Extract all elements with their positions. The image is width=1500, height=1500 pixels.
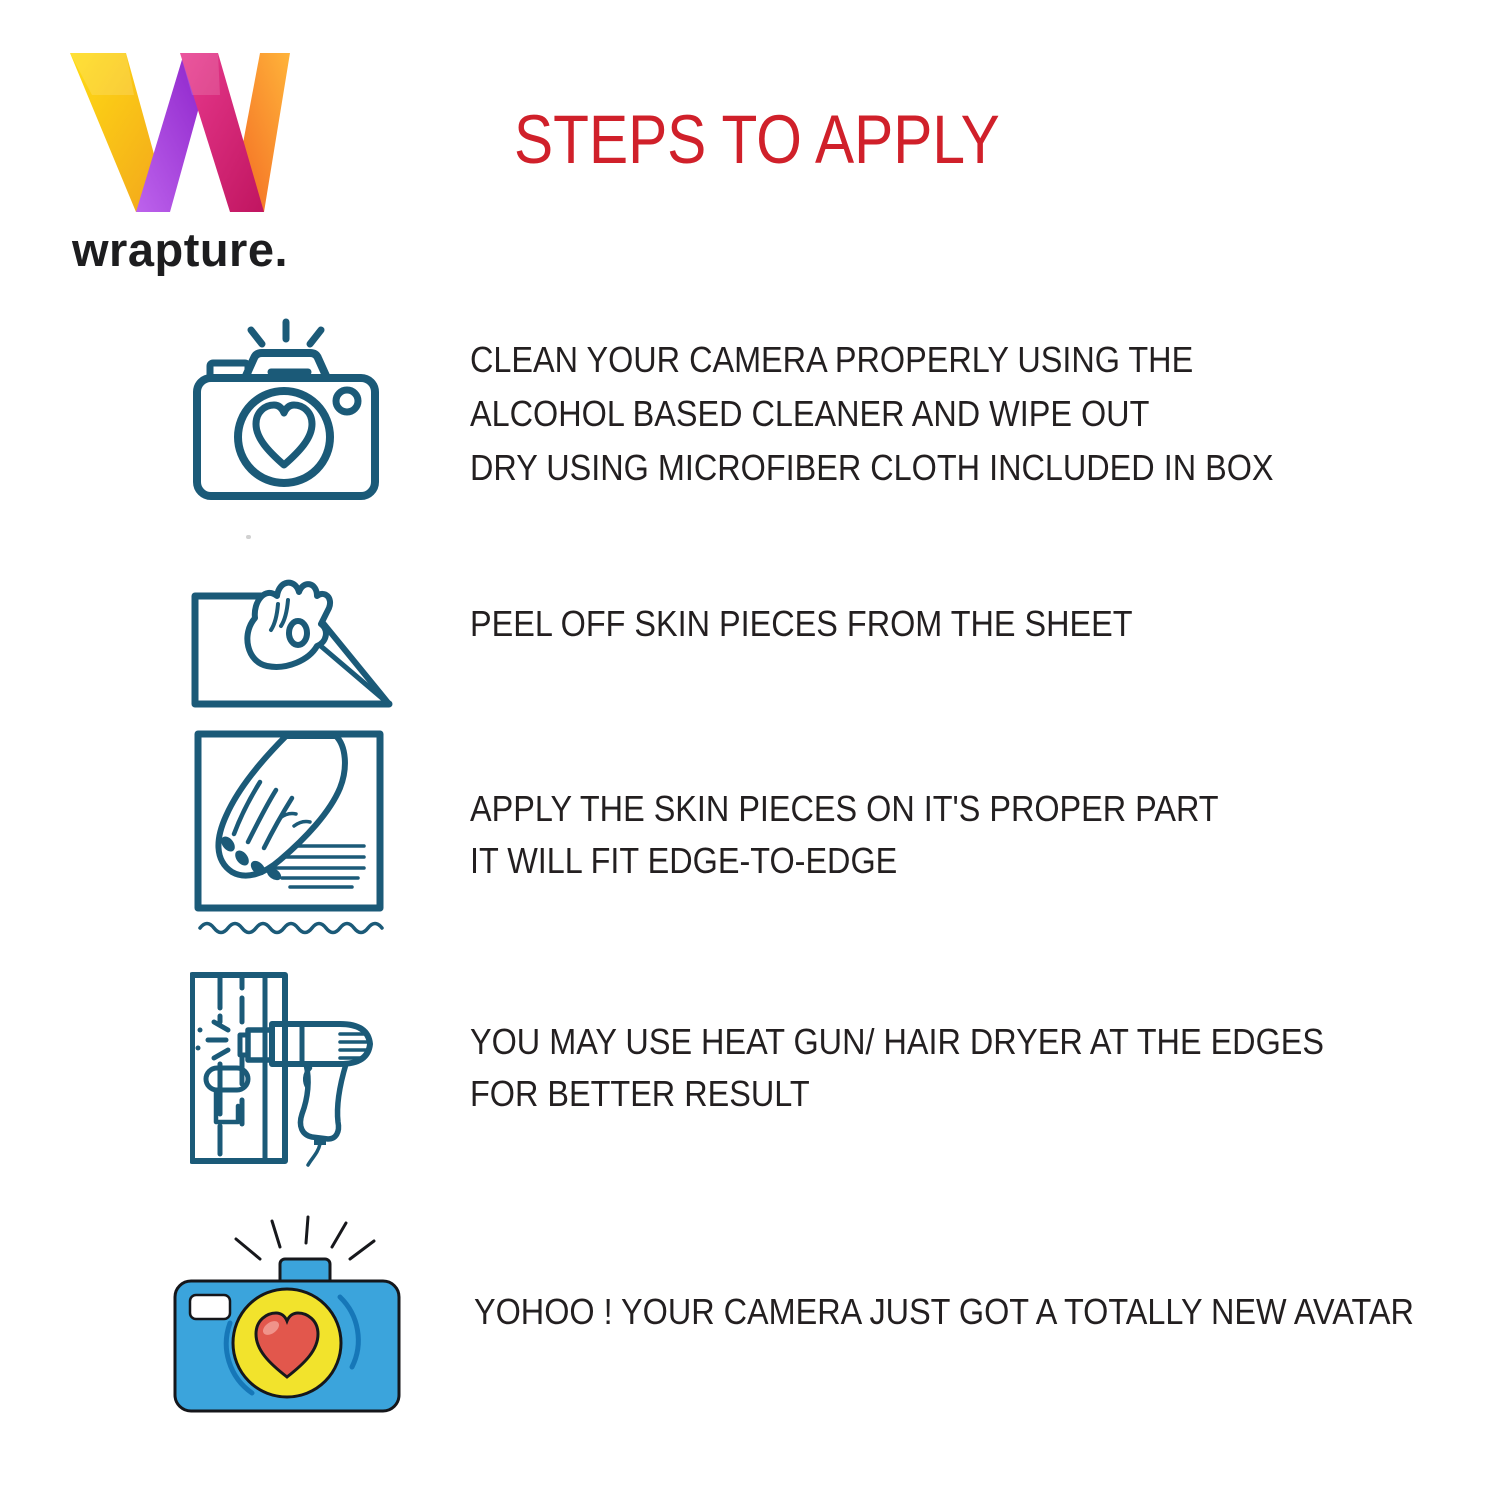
wrapture-logo-icon bbox=[68, 48, 292, 216]
step-3-line: APPLY THE SKIN PIECES ON IT'S PROPER PART bbox=[470, 788, 1219, 829]
step-1-line: CLEAN YOUR CAMERA PROPERLY USING THE bbox=[470, 339, 1194, 380]
camera-heart-outline-icon bbox=[185, 316, 387, 514]
step-1-line: ALCOHOL BASED CLEANER AND WIPE OUT bbox=[470, 393, 1150, 434]
step-2-text bbox=[470, 597, 1133, 651]
page-title: STEPS TO APPLY bbox=[514, 101, 1000, 178]
camera-new-avatar-icon bbox=[160, 1215, 440, 1433]
step-3-line: IT WILL FIT EDGE-TO-EDGE bbox=[470, 840, 898, 881]
print-speck bbox=[246, 535, 251, 539]
step-2-line: PEEL OFF SKIN PIECES FROM THE SHEET bbox=[470, 603, 1133, 644]
step-1-text bbox=[470, 333, 1274, 495]
peel-sheet-icon bbox=[183, 570, 397, 714]
step-4-text bbox=[470, 1016, 1324, 1120]
step-5-line: YOHOO ! YOUR CAMERA JUST GOT A TOTALLY NEW AVATAR bbox=[474, 1291, 1414, 1332]
brand-wordmark: wrapture. bbox=[72, 223, 289, 276]
step-3-text bbox=[470, 783, 1219, 887]
step-4-line: FOR BETTER RESULT bbox=[470, 1073, 810, 1114]
step-1-line: DRY USING MICROFIBER CLOTH INCLUDED IN BOX bbox=[470, 447, 1274, 488]
apply-skin-hand-icon bbox=[188, 726, 390, 940]
heat-gun-icon bbox=[190, 972, 395, 1168]
step-5-text bbox=[474, 1285, 1414, 1339]
step-4-line: YOU MAY USE HEAT GUN/ HAIR DRYER AT THE EDGES bbox=[470, 1021, 1325, 1062]
